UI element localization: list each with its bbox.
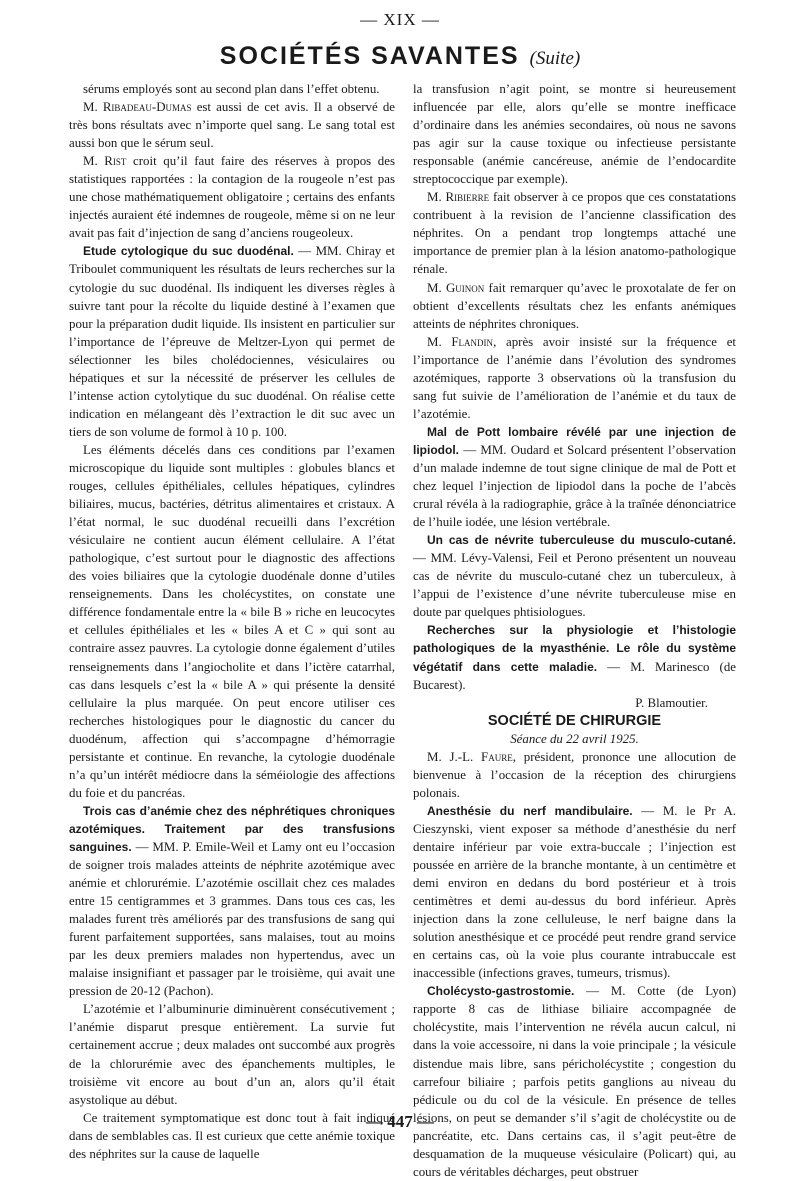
paragraph <box>69 802 395 1001</box>
paragraph-heading: Un cas de névrite tuberculeuse du musculo-cutané. <box>427 533 736 548</box>
paragraph <box>413 802 736 982</box>
paragraph <box>69 98 395 152</box>
speaker-name: M. Guinon <box>427 280 485 295</box>
speaker-name: M. J.-L. Faure <box>427 749 513 764</box>
paragraph-heading: Recherches sur la physiologie et l’histologie pathologiques de la myasthénie. Le rôle du système végétatif dans cette maladie. <box>413 623 736 674</box>
page-title <box>0 42 800 71</box>
left-column <box>69 80 395 1163</box>
paragraph-text: Les éléments décelés dans ces conditions par l’examen microscopique du liquide sont multiples : globules blancs et rouges, cellules épithéliales, cellules hépatiques, cylindres biliaires, mucus, bactéries, détritus alimentaires et cristaux. A l’état normal, le suc duodénal recueilli dans l’excrétion vésiculaire ne contient aucun élément cellulaire. A l’état pathologique, c’est surtout pour le diagnostic des affections des voies biliaires que la cytologie duodénale donne d’utiles renseignements. Dans les cholécystites, on constate une différence fondamentale entre la « bile B » riche en leucocytes et cellules épithéliales et les « biles A et C » qui sont au contraire assez pauvres. La cytologie donne également d’utiles renseignements dans l’angiocholite et dans l’ictère catarrhal, cas dans lesquels c’est la « bile A » qui présente la densité cellulaire la plus marquée. On peut encore utiliser ces recherches histologiques pour le diagnostic du cancer du duodénum, affection qui s’accompagne d’hémorragie persistante et continue. En revanche, la cytologie duodénale n’a qu’un intérêt médiocre dans la séméiologie des affections du foie et du pancréas. <box>69 442 395 800</box>
paragraph-text: sérums employés sont au second plan dans l’effet obtenu. <box>83 82 380 96</box>
paragraph <box>69 152 395 242</box>
roman-page-number: — XIX — <box>360 10 440 29</box>
speaker-name: M. Ribierre <box>427 190 490 205</box>
paragraph <box>413 188 736 278</box>
paragraph-text: L’azotémie et l’albuminurie diminuèrent consécutivement ; l’anémie disparut presque entièrement. La survie fut certainement accrue ; deux malades ont succombé aux progrès de la chlorurémie avec des épanchements multiples, le troisième vit encore au bout d’un an, alors qu’il était asystolique au début. <box>69 1002 395 1107</box>
paragraph-text: Ce traitement symptomatique est donc tout à fait indiqué dans de semblables cas. Il est curieux que cette anémie toxique des néphrites sur la cause de laquelle <box>69 1110 395 1161</box>
paragraph-heading: Cholécysto-gastrostomie. <box>427 984 575 999</box>
paragraph-text: est aussi de cet avis. Il a observé de très bons résultats avec n’importe quel sang. Le sang total est aussi bon que le sérum seul. <box>69 100 395 151</box>
section-date: Séance du 22 avril 1925. <box>510 731 639 746</box>
speaker-name: M. Flandin <box>427 334 494 349</box>
paragraph-heading: Trois cas d’anémie chez des néphrétiques chroniques azotémiques. Traitement par des transfusions sanguines. <box>69 803 395 854</box>
paragraph-text: — MM. Lévy-Valensi, Feil et Perono présentent un nouveau cas de névrite du musculo-cutané chez un tuberculeux, à l’appui de l’existence d’une névrite tuberculeuse mise en doute par quelques phtisiologues. <box>413 551 736 620</box>
paragraph-text: fait observer à ce propos que ces constatations contribuent à la revision de l’ancienne classification des néphrites. On a pendant trop longtemps attaché une importance de premier plan à la lésion anatomo-pathologique rénale. <box>413 190 736 277</box>
right-column <box>413 80 736 1181</box>
paragraph-text: — MM. Oudard et Solcard présentent l’observation d’un malade indemne de tout signe clinique de mal de Pott et chez lequel l’injection de lipiodol dans la poche de l’abcès crural révéla à la radiographie, grâce à la traînée dénonciatrice de l’huile iodée, une lésion vertébrale. <box>413 442 736 530</box>
paragraph <box>69 242 395 441</box>
signature: P. Blamoutier. <box>635 695 708 710</box>
paragraph-heading: Mal de Pott lombaire révélé par une injection de lipiodol. <box>413 424 736 457</box>
paragraph <box>413 80 736 188</box>
paragraph-text: la transfusion n’agit point, se montre si heureusement influencée par elle, alors qu’elle se montre inefficace d’ordinaire dans les anémies secondaires, où nous ne savons pas agir sur la cause toxique ou infectieuse persistante responsable (anémie cancéreuse, anémie de l’endocardite streptococcique par exemple). <box>413 82 736 187</box>
paragraph <box>413 279 736 333</box>
paragraph-text: — M. le Pr A. Cieszynski, vient exposer sa méthode d’anesthésie du nerf dentaire inférieur par voie extra-buccale ; l’injection est poussée en arrière de la branche montante, à un centimètre et demi environ en dedans du bord postérieur et à trois centimètres et demi au-dessus du bord inférieur. Après injection dans la zone celluleuse, le nerf baigne dans la solution anesthésique et ce procédé peut rendre grand service en certains cas, où la voie plus courante intrabuccale est inaccessible (infections graves, tumeurs, trismus). <box>413 803 737 981</box>
paragraph-heading: Etude cytologique du suc duodénal. <box>83 244 294 259</box>
paragraph-text: — M. Marinesco (de Bucarest). <box>413 659 736 692</box>
paragraph <box>413 621 736 693</box>
paragraph <box>69 80 395 98</box>
page-number: — 447 — <box>366 1112 434 1131</box>
speaker-name: M. Rist <box>83 154 127 169</box>
paragraph-text: , président, prononce une allocution de bienvenue à l’occasion de la réception des chirurgiens polonais. <box>413 749 736 800</box>
speaker-name: M. Ribadeau-Dumas <box>83 100 192 115</box>
paragraph-text: — MM. Chiray et Triboulet communiquent les résultats de leurs recherches sur la cytologie du suc duodénal. Ils indiquent les diverses règles à suivre tant pour la récolte du liquide destiné à l’examen que pour la préparation dudit liquide. Ils insistent en particulier sur l’importance de l’épreuve de Meltzer-Lyon qui permet de sélectionner les biles cholédociennes, vésiculaires ou hépatiques et sur la nécessité de préserver les cellules de l’intense action cytolytique du suc duodénal. On réalise cette indication en mélangeant dès l’extraction le dit suc avec un tiers de son volume de formol à 10 p. 100. <box>69 244 395 439</box>
title-main: SOCIÉTÉS SAVANTES <box>219 42 520 70</box>
paragraph-text: fait remarquer qu’avec le proxotalate de fer on obtient d’excellents résultats chez les enfants anémiques atteints de néphrites chroniques. <box>413 280 736 331</box>
title-suite: (Suite) <box>529 48 581 69</box>
paragraph-text: — M. Cotte (de Lyon) rapporte 8 cas de lithiase biliaire accompagnée de cholécystite, mais l’intervention ne révéla aucun calcul, ni dans la voie accessoire, ni dans la voie principale ; la vésicule distendue mais libre, sans péricholécystite ; congestion du carrefour biliaire ; parfois petits ganglions au niveau du pédicule ou du col de la vésicule. En présence de telles lésions, on peut se demander s’il s’agit de cholécystite ou de pancréatite, etc. Dans certains cas, il s’agit peut-être de desquamation de la muqueuse vésiculaire (Policart) qui, au cours de véritables décharges, peut obstruer <box>413 984 736 1179</box>
paragraph-heading: Anesthésie du nerf mandibulaire. <box>427 803 633 818</box>
paragraph <box>413 982 736 1181</box>
paragraph <box>413 333 736 423</box>
paragraph <box>413 531 736 621</box>
section-title: SOCIÉTÉ DE CHIRURGIE <box>487 712 662 729</box>
paragraph <box>413 748 736 802</box>
paragraph-text: , après avoir insisté sur la fréquence et l’importance de l’anémie dans l’évolution des syndromes azotémiques, rapporte 3 observations où la transfusion du sang fut suivie de l’amélioration de l’anémie et du taux de l’azotémie. <box>413 334 737 421</box>
paragraph-text: — MM. P. Emile-Weil et Lamy ont eu l’occasion de soigner trois malades atteints de néphrite azotémique avec anémie et chlorurémie. L’azotémie oscillait chez ces malades entre 15 centigrammes et 3 grammes. Dans tous ces cas, les malades furent très améliorés par des transfusions de sang qui furent parfaitement supportées, sans malaises, tout au moins par les deux premiers malades non hypertendus, avec un malaise insignifiant et passager par le troisième, qui avait une pression de 20-12 (Pachon). <box>69 839 395 999</box>
paragraph <box>69 1000 395 1108</box>
paragraph <box>69 441 395 802</box>
paragraph <box>413 423 736 531</box>
right-column-part-1 <box>413 80 736 694</box>
paragraph-text: croit qu’il faut faire des réserves à propos des statistiques rapportées : la contagion de la rougeole n’est pas une chose mathématiquement obligatoire ; certains des enfants injectés auraient été indemnes de rougeole, même si on ne leur avait pas fait d’injection de sang d’anciens rougeoleux. <box>69 154 395 241</box>
